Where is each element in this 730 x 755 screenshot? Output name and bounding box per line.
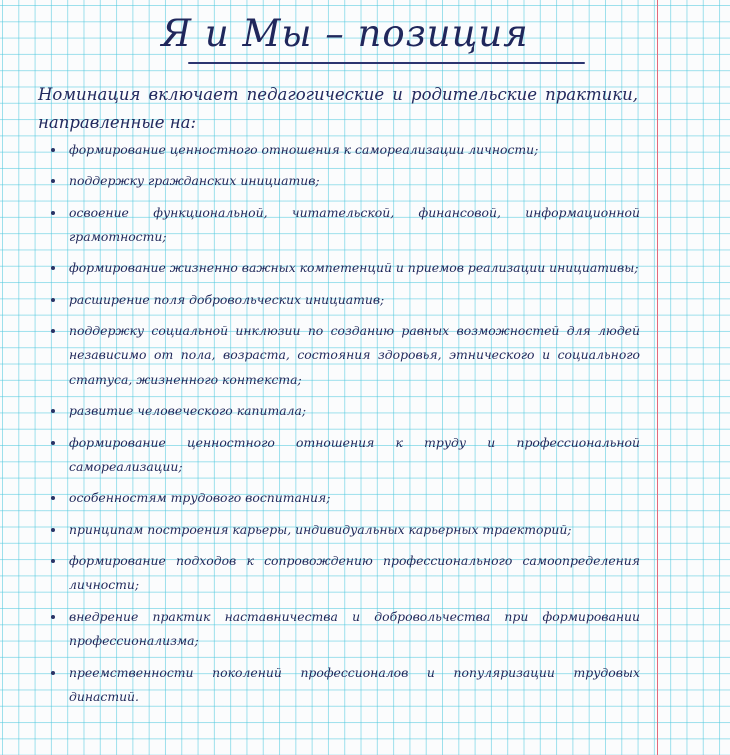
bullet-icon xyxy=(51,179,55,183)
list-item xyxy=(40,431,640,480)
list-item xyxy=(40,256,640,281)
title-underline xyxy=(188,62,585,64)
list-item-text: поддержку гражданских инициатив; xyxy=(69,173,320,189)
bullet-icon xyxy=(51,441,55,445)
practices-list xyxy=(40,138,640,716)
list-item-text: особенностям трудового воспитания; xyxy=(69,490,331,506)
bullet-icon xyxy=(51,148,55,152)
list-item-text: формирование ценностного отношения к самореализации личности; xyxy=(69,142,539,157)
list-item-text: формирование жизненно важных компетенций и приемов реализации инициативы; xyxy=(69,260,639,276)
bullet-icon xyxy=(51,329,55,333)
list-item-text: формирование подходов к сопровождению профессионального самоопределения личности; xyxy=(69,552,640,593)
bullet-icon xyxy=(51,266,55,270)
list-item xyxy=(40,518,640,543)
bullet-icon xyxy=(51,559,55,563)
list-item xyxy=(40,486,640,511)
list-item-text: преемственности поколений профессионалов и популяризации трудовых династий. xyxy=(69,664,640,705)
list-item xyxy=(40,549,640,598)
list-item-text: внедрение практик наставничества и добровольчества при формировании профессионализма; xyxy=(69,608,640,649)
list-item xyxy=(40,201,640,250)
bullet-icon xyxy=(51,615,55,619)
bullet-icon xyxy=(51,671,55,675)
page-title: Я и Мы – позиция xyxy=(161,12,529,55)
list-item xyxy=(40,605,640,654)
list-item-text: расширение поля добровольческих инициатив; xyxy=(69,291,385,307)
list-item xyxy=(40,288,640,313)
intro-paragraph: Номинация включает педагогические и родительские практики, направленные на: xyxy=(38,85,638,132)
bullet-icon xyxy=(51,409,55,413)
list-item-text: поддержку социальной инклюзии по созданию равных возможностей для людей независимо от пола, возраста, состояния здоровья, этнического и социального статуса, жизненного контекста; xyxy=(69,322,640,387)
list-item-text: формирование ценностного отношения к труду и профессиональной самореализации; xyxy=(69,434,640,475)
bullet-icon xyxy=(51,528,55,532)
list-item xyxy=(40,661,640,710)
list-item-text: освоение функциональной, читательской, финансовой, информационной грамотности; xyxy=(69,204,640,245)
list-item xyxy=(40,399,640,424)
page-margin-line xyxy=(657,0,658,755)
bullet-icon xyxy=(51,211,55,215)
bullet-icon xyxy=(51,496,55,500)
bullet-icon xyxy=(51,298,55,302)
list-item xyxy=(40,169,640,194)
list-item-text: принципам построения карьеры, индивидуальных карьерных траекторий; xyxy=(69,521,572,537)
list-item xyxy=(40,138,640,163)
list-item-text: развитие человеческого капитала; xyxy=(69,403,307,419)
list-item xyxy=(40,319,640,393)
